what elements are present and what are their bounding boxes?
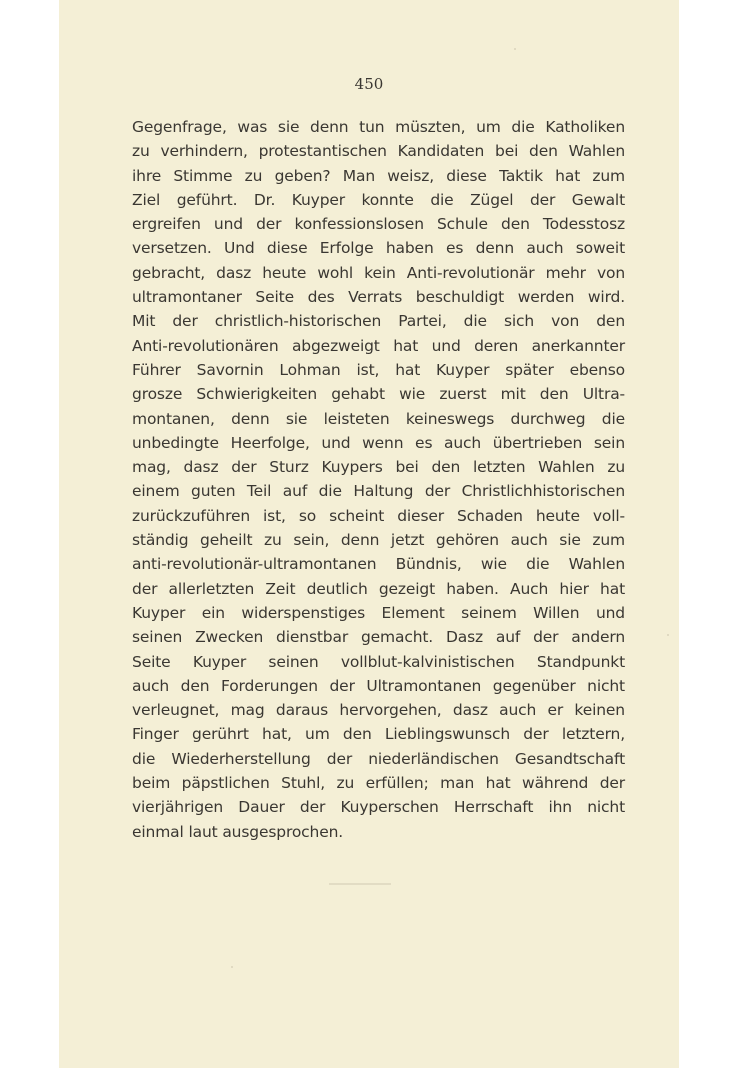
text-line: Gegenfrage, was sie denn tun müszten, um die Katholiken <box>132 118 625 136</box>
text-line: mag, dasz der Sturz Kuypers bei den letzten Wahlen zu <box>132 458 625 477</box>
text-line-last: einmal laut ausgesprochen. <box>132 822 344 841</box>
text-line: die Wiederherstellung der niederländischen Gesandtschaft <box>132 749 625 768</box>
paper-speck <box>514 48 516 50</box>
text-line: Mit der christlich-historischen Partei, die sich von den <box>132 312 625 331</box>
text-line: ultramontaner Seite des Verrats beschuldigt werden wird. <box>132 288 625 307</box>
text-line: unbedingte Heerfolge, und wenn es auch übertrieben sein <box>132 433 625 452</box>
text-line: beim päpstlichen Stuhl, zu erfüllen; man hat während der <box>132 774 625 793</box>
paper-speck <box>231 966 233 968</box>
text-line: zurückzuführen ist, so scheint dieser Schaden heute voll- <box>132 506 625 525</box>
text-line: gebracht, dasz heute wohl kein Anti-revolutionär mehr von <box>132 263 625 282</box>
page-number: 450 <box>354 75 384 93</box>
text-line: anti-revolutionär-ultramontanen Bündnis, wie die Wahlen <box>132 555 625 574</box>
text-line: Führer Savornin Lohman ist, hat Kuyper später ebenso <box>132 360 625 379</box>
text-line: Kuyper ein widerspenstiges Element seinem Willen und <box>132 603 625 622</box>
text-line: vierjährigen Dauer der Kuyperschen Herrschaft ihn nicht <box>132 798 625 817</box>
text-line: verleugnet, mag daraus hervorgehen, dasz auch er keinen <box>132 701 625 720</box>
text-line: zu verhindern, protestantischen Kandidaten bei den Wahlen <box>132 142 625 161</box>
section-divider <box>329 883 391 885</box>
text-line: Anti-revolutionären abgezweigt hat und deren anerkannter <box>132 336 625 355</box>
text-line: montanen, denn sie leisteten keineswegs durchweg die <box>132 409 625 428</box>
text-line: versetzen. Und diese Erfolge haben es denn auch soweit <box>132 239 625 258</box>
text-line: ihre Stimme zu geben? Man weisz, diese Taktik hat zum <box>132 166 625 185</box>
body-text <box>132 115 625 844</box>
text-line: der allerletzten Zeit deutlich gezeigt haben. Auch hier hat <box>132 579 625 598</box>
text-line: Seite Kuyper seinen vollblut-kalvinistischen Standpunkt <box>132 652 625 671</box>
text-line: einem guten Teil auf die Haltung der Christlichhistorischen <box>132 482 625 501</box>
text-line: seinen Zwecken dienstbar gemacht. Dasz auf der andern <box>132 628 625 647</box>
paper-speck <box>667 634 669 636</box>
text-line: Finger gerührt hat, um den Lieblingswunsch der letztern, <box>132 725 625 744</box>
text-line: grosze Schwierigkeiten gehabt wie zuerst mit den Ultra- <box>132 385 625 404</box>
book-page <box>59 0 679 1068</box>
text-line: auch den Forderungen der Ultramontanen gegenüber nicht <box>132 676 625 695</box>
text-line: ständig geheilt zu sein, denn jetzt gehören auch sie zum <box>132 531 625 550</box>
text-line: ergreifen und der konfessionslosen Schule den Todesstosz <box>132 215 625 234</box>
text-line: Ziel geführt. Dr. Kuyper konnte die Zügel der Gewalt <box>132 190 625 209</box>
